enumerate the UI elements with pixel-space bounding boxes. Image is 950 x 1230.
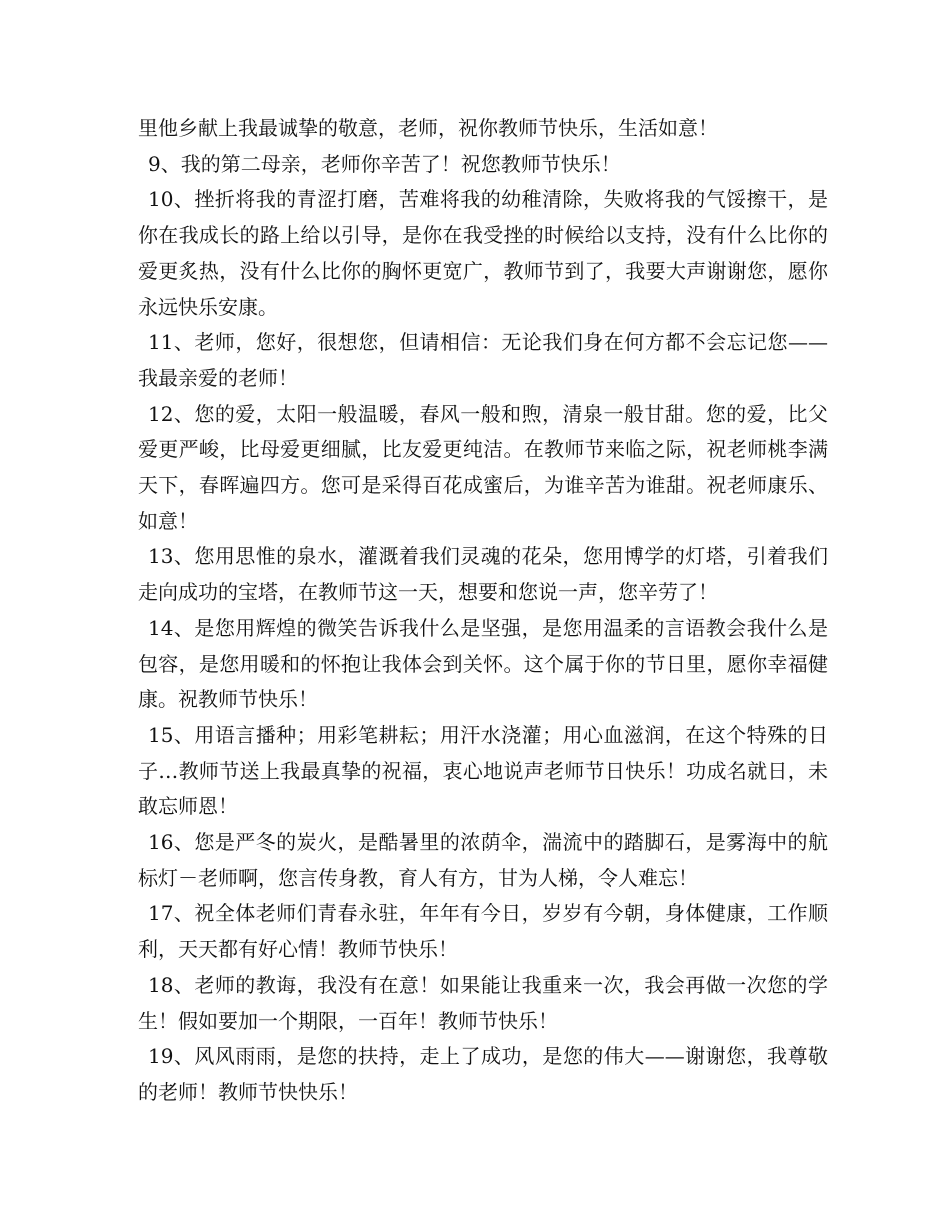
paragraph-item-14: 14、是您用辉煌的微笑告诉我什么是坚强，是您用温柔的言语教会我什么是包容，是您用暖和的怀抱让我体会到关怀。这个属于你的节日里，愿你幸福健康。祝教师节快乐！ <box>138 615 828 712</box>
paragraph-item-19: 19、风风雨雨，是您的扶持，走上了成功，是您的伟大——谢谢您，我尊敬的老师！教师节快快乐！ <box>138 1044 828 1104</box>
paragraph-item-10: 10、挫折将我的青涩打磨，苦难将我的幼稚清除，失败将我的气馁擦干，是你在我成长的路上给以引导，是你在我受挫的时候给以支持，没有什么比你的爱更炙热，没有什么比你的胸怀更宽广，教师节到了，我要大声谢谢您，愿你永远快乐安康。 <box>138 187 828 319</box>
paragraph-continuation: 里他乡献上我最诚挚的敬意，老师，祝你教师节快乐，生活如意！ <box>138 116 718 140</box>
paragraph-item-12: 12、您的爱，太阳一般温暖，春风一般和煦，清泉一般甘甜。您的爱，比父爱更严峻，比母爱更细腻，比友爱更纯洁。在教师节来临之际，祝老师桃李满天下，春晖遍四方。您可是采得百花成蜜后，为谁辛苦为谁甜。祝老师康乐、如意！ <box>138 401 828 533</box>
paragraph-item-9: 9、我的第二母亲，老师你辛苦了！祝您教师节快乐！ <box>148 151 621 176</box>
paragraph-item-11: 11、老师，您好，很想您，但请相信：无论我们身在何方都不会忘记您——我最亲爱的老师！ <box>138 330 828 390</box>
paragraph-item-15: 15、用语言播种；用彩笔耕耘；用汗水浇灌；用心血滋润，在这个特殊的日子…教师节送上我最真挚的祝福，衷心地说声老师节日快乐！功成名就日，未敢忘师恩！ <box>138 722 828 819</box>
paragraph-item-18: 18、老师的教诲，我没有在意！如果能让我重来一次，我会再做一次您的学生！假如要加一个期限，一百年！教师节快乐！ <box>138 972 828 1033</box>
paragraph-item-16: 16、您是严冬的炭火，是酷暑里的浓荫伞，湍流中的踏脚石，是雾海中的航标灯－老师啊，您言传身教，育人有方，甘为人梯，令人难忘！ <box>138 830 828 890</box>
document-page <box>138 111 828 1111</box>
paragraph-item-17: 17、祝全体老师们青春永驻，年年有今日，岁岁有今朝，身体健康，工作顺利，天天都有好心情！教师节快乐！ <box>138 901 828 962</box>
paragraph-item-13: 13、您用思惟的泉水，灌溉着我们灵魂的花朵，您用博学的灯塔，引着我们走向成功的宝塔，在教师节这一天，想要和您说一声，您辛劳了！ <box>138 544 828 605</box>
